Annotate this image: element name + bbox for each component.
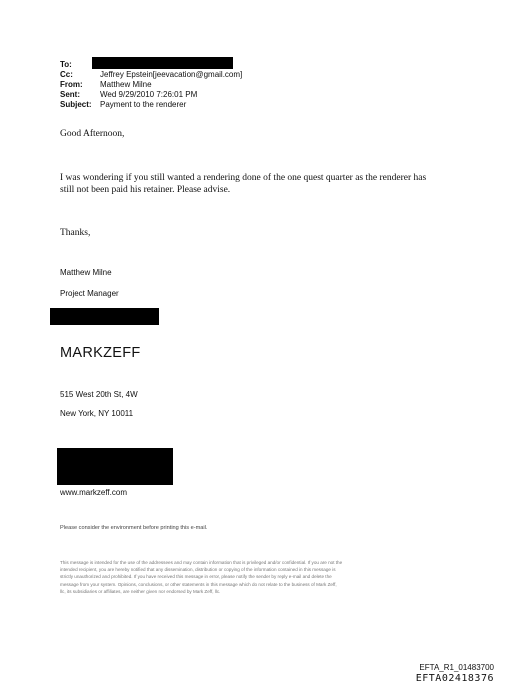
redaction-signature — [50, 308, 159, 325]
disclaimer-line-2: intended recipient, you are hereby notified that any dissemination, distribution or copying of the information contained in this message is — [60, 567, 336, 573]
signature-title: Project Manager — [60, 289, 119, 298]
cc-label: Cc: — [60, 70, 73, 79]
greeting: Good Afternoon, — [60, 129, 125, 139]
sent-label: Sent: — [60, 90, 80, 99]
disclaimer-line-4: message from your system. Opinions, conclusions, or other statements in this message which do not relate to the business of Mark Zeff, — [60, 581, 337, 587]
redaction-to — [92, 57, 233, 69]
signature-name: Matthew Milne — [60, 268, 112, 277]
disclaimer-line-1: This message is intended for the use of the addressees and may contain information that is privileged and/or confidential. If you are not the — [60, 560, 343, 565]
subject-value: Payment to the renderer — [100, 100, 187, 109]
cc-value: Jeffrey Epstein[jeevacation@gmail.com] — [100, 70, 243, 79]
to-label: To: — [60, 60, 72, 69]
closing: Thanks, — [60, 228, 91, 238]
disclaimer-line-5: llc, its subsidiaries or affiliates, are neither given nor endorsed by Mark Zeff, llc. — [60, 588, 221, 594]
disclaimer-line-3: strictly unauthorized and prohibited. If you have received this message in error, please notify the sender by reply e-mail and delete the — [60, 574, 332, 580]
address-line-2: New York, NY 10011 — [60, 409, 134, 418]
footer-ref-2: EFTA02418376 — [415, 673, 494, 684]
body-line-2: still not been paid his retainer. Please advise. — [60, 185, 231, 195]
disclaimer — [60, 559, 460, 595]
website-link[interactable]: www.markzeff.com — [60, 488, 127, 497]
sent-value: Wed 9/29/2010 7:26:01 PM — [100, 90, 198, 99]
body-line-1: I was wondering if you still wanted a rendering done of the one quest quarter as the renderer has — [60, 173, 427, 183]
redaction-contact — [57, 448, 173, 485]
company-logo-text: MARKZEFF — [60, 345, 141, 361]
subject-label: Subject: — [60, 100, 92, 109]
environment-note: Please consider the environment before printing this e-mail. — [60, 525, 208, 531]
address-line-1: 515 West 20th St, 4W — [60, 390, 138, 399]
from-label: From: — [60, 80, 83, 89]
footer-ref-1: EFTA_R1_01483700 — [419, 663, 494, 672]
from-value: Matthew Milne — [100, 80, 152, 89]
